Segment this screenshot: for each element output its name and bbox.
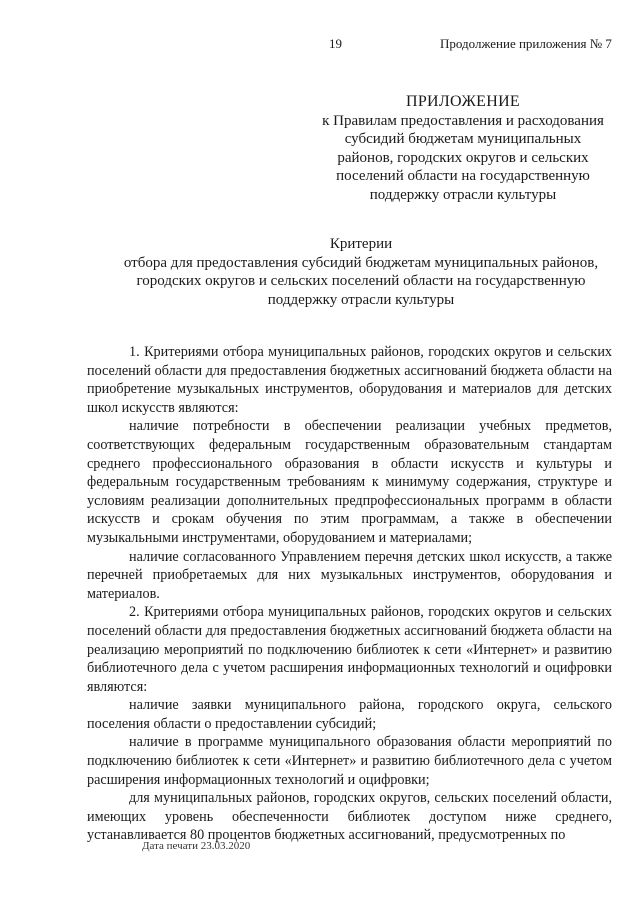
paragraph: наличие в программе муниципального образования области мероприятий по подключению библиотек к сети «Интернет» и развитию библиотечного дела с учетом расширения информационных технологий и оцифровки; [87,734,612,788]
appendix-line: поддержку отрасли культуры [369,186,557,203]
appendix-block [310,93,616,204]
page-number: 19 [329,36,342,51]
continuation-note: Продолжение приложения № 7 [440,36,612,51]
paragraph: 2. Критериями отбора муниципальных районов, городских округов и сельских поселений области для предоставления бюджетных ассигнований бюджета области на реализацию мероприятий по подключению библиотек к сети «Интернет» и развитию библиотечного дела с учетом расширения информационных технологий и оцифровки являются: [87,604,612,695]
criteria-title: Критерии [329,236,393,252]
criteria-heading [108,235,614,309]
paragraph: наличие заявки муниципального района, городского округа, сельского поселения области о предоставлении субсидий; [87,697,612,732]
appendix-title: ПРИЛОЖЕНИЕ [405,93,520,110]
paragraph: наличие потребности в обеспечении реализации учебных предметов, соответствующих федеральным государственным образовательным стандартам среднего профессионального образования в области искусств и культуры и федеральным государственным требованиям к минимуму содержания, структуре и условиям реализации дополнительных предпрофессиональных программ в области искусств и срокам обучения по этим программам, а также в обеспечении музыкальными инструментами, оборудованием и материалами; [87,418,612,546]
document-body [87,343,612,845]
criteria-line: поддержку отрасли культуры [267,291,455,308]
appendix-line: субсидий бюджетам муниципальных [344,131,582,147]
paragraph: для муниципальных районов, городских округов, сельских поселений области, имеющих уровень обеспеченности библиотек доступом ниже среднего, устанавливается 80 процентов бюджетных ассигнований, предусмотренных по [87,790,612,844]
paragraph: наличие согласованного Управлением перечня детских школ искусств, а также перечней приобретаемых для них музыкальных инструментов, оборудования и материалов. [87,548,612,602]
print-date: Дата печати 23.03.2020 [142,840,251,852]
appendix-line: районов, городских округов и сельских [337,149,589,166]
criteria-line: отбора для предоставления субсидий бюджетам муниципальных районов, [123,254,599,271]
appendix-line: поселений области на государственную [336,168,590,184]
paragraph: 1. Критериями отбора муниципальных районов, городских округов и сельских поселений области для предоставления бюджетных ассигнований бюджета области на приобретение музыкальных инструментов, оборудования и материалов для детских школ искусств являются: [87,344,612,416]
criteria-line: городских округов и сельских поселений области на государственную [136,273,586,289]
appendix-line: к Правилам предоставления и расходования [322,112,604,129]
